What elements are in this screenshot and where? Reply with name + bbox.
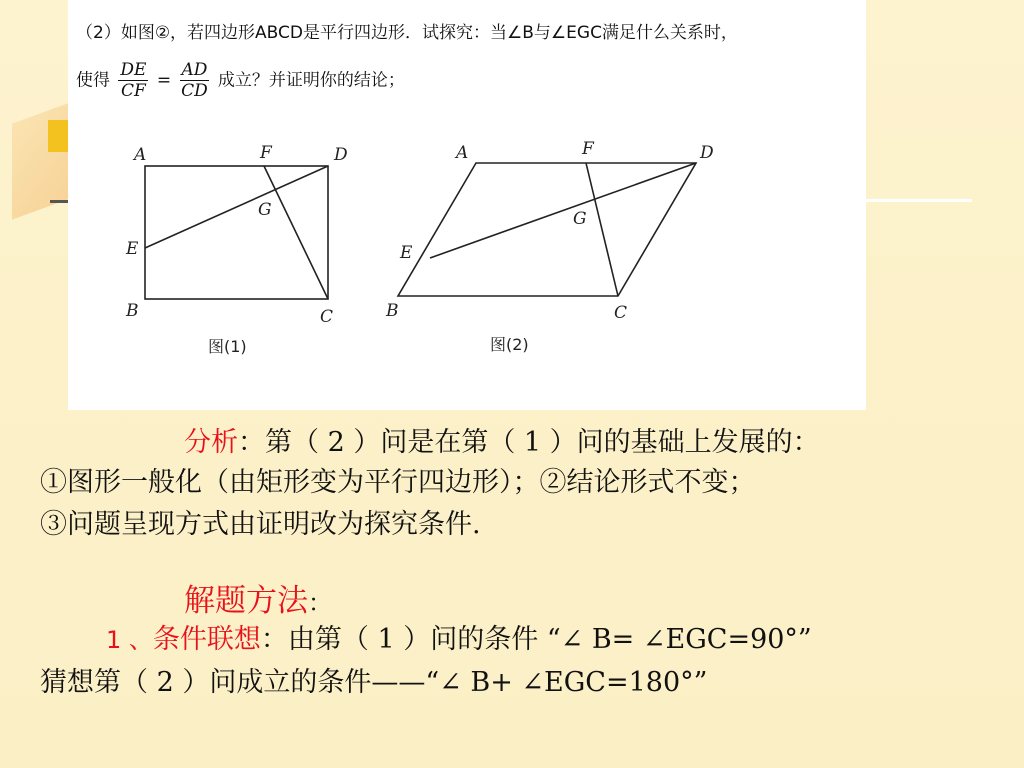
method-item-text: 由第（ 1 ）问的条件 “∠ B= ∠EGC=90°” <box>287 624 812 655</box>
fig1-label-b: B <box>126 301 139 321</box>
method-colon: ： <box>308 589 332 617</box>
rectangle-abcd <box>145 166 328 299</box>
decorative-square <box>48 120 70 152</box>
analysis-colon: ： <box>238 427 265 458</box>
fig2-label-e: E <box>400 243 413 263</box>
method-heading: 解题方法 <box>184 583 308 619</box>
figure-2-parallelogram <box>398 163 696 296</box>
fig1-label-f: F <box>260 143 272 163</box>
method-item-number: 1 、 <box>106 626 153 654</box>
fig1-label-a: A <box>134 145 147 165</box>
problem-image-panel <box>68 0 866 410</box>
fig1-label-c: C <box>320 307 334 327</box>
decorative-line-right <box>866 199 972 202</box>
fig2-label-d: D <box>700 143 714 163</box>
method-guess-line: 猜想第（ 2 ）问成立的条件——“∠ B+ ∠EGC=180°” <box>40 667 708 698</box>
fig1-label-e: E <box>126 239 139 259</box>
problem-statement-line2 <box>76 60 405 101</box>
segment-fc <box>586 163 618 296</box>
fig2-label-g: G <box>573 209 587 229</box>
analysis-heading: 分析 <box>184 427 238 458</box>
method-item-1 <box>106 617 812 656</box>
fraction-numerator: DE <box>120 60 147 80</box>
fig2-caption: 图(2) <box>490 335 529 354</box>
analysis-line-3: ③问题呈现方式由证明改为探究条件. <box>40 509 481 540</box>
segment-ed <box>430 163 696 258</box>
fig1-label-d: D <box>334 145 348 165</box>
segment-fc <box>264 166 328 299</box>
equals-sign: = <box>156 70 172 91</box>
parallelogram-abcd <box>398 163 696 296</box>
segment-ed <box>145 166 328 248</box>
decorative-line-left <box>50 200 70 203</box>
problem-line2-suffix: 成立？并证明你的结论； <box>217 70 405 91</box>
problem-line2-prefix: 使得 <box>76 70 110 91</box>
fig2-label-f: F <box>582 139 594 159</box>
fig2-label-a: A <box>456 143 469 163</box>
fig1-caption: 图(1) <box>208 337 247 356</box>
figure-1-rectangle <box>145 166 328 299</box>
fraction-de-cf <box>118 60 148 101</box>
problem-statement-line1: （2）如图②，若四边形ABCD是平行四边形．试探究：当∠B与∠EGC满足什么关系时， <box>76 23 738 43</box>
method-item-colon: ： <box>260 624 288 655</box>
analysis-line-2: ①图形一般化（由矩形变为平行四边形）；②结论形式不变； <box>40 467 756 498</box>
fraction-ad-cd <box>180 60 210 101</box>
geometry-figures <box>68 120 866 380</box>
fig1-label-g: G <box>258 200 272 220</box>
fraction-denominator: CD <box>181 81 208 101</box>
fig2-label-c: C <box>614 303 628 323</box>
analysis-line-1 <box>184 420 820 459</box>
fraction-numerator: AD <box>181 60 208 80</box>
fig2-label-b: B <box>386 301 399 321</box>
fraction-denominator: CF <box>121 81 146 101</box>
method-item-title: 条件联想 <box>152 624 261 655</box>
analysis-line1-text: 第（ 2 ）问是在第（ 1 ）问的基础上发展的： <box>265 427 820 458</box>
method-heading-line <box>184 575 332 620</box>
